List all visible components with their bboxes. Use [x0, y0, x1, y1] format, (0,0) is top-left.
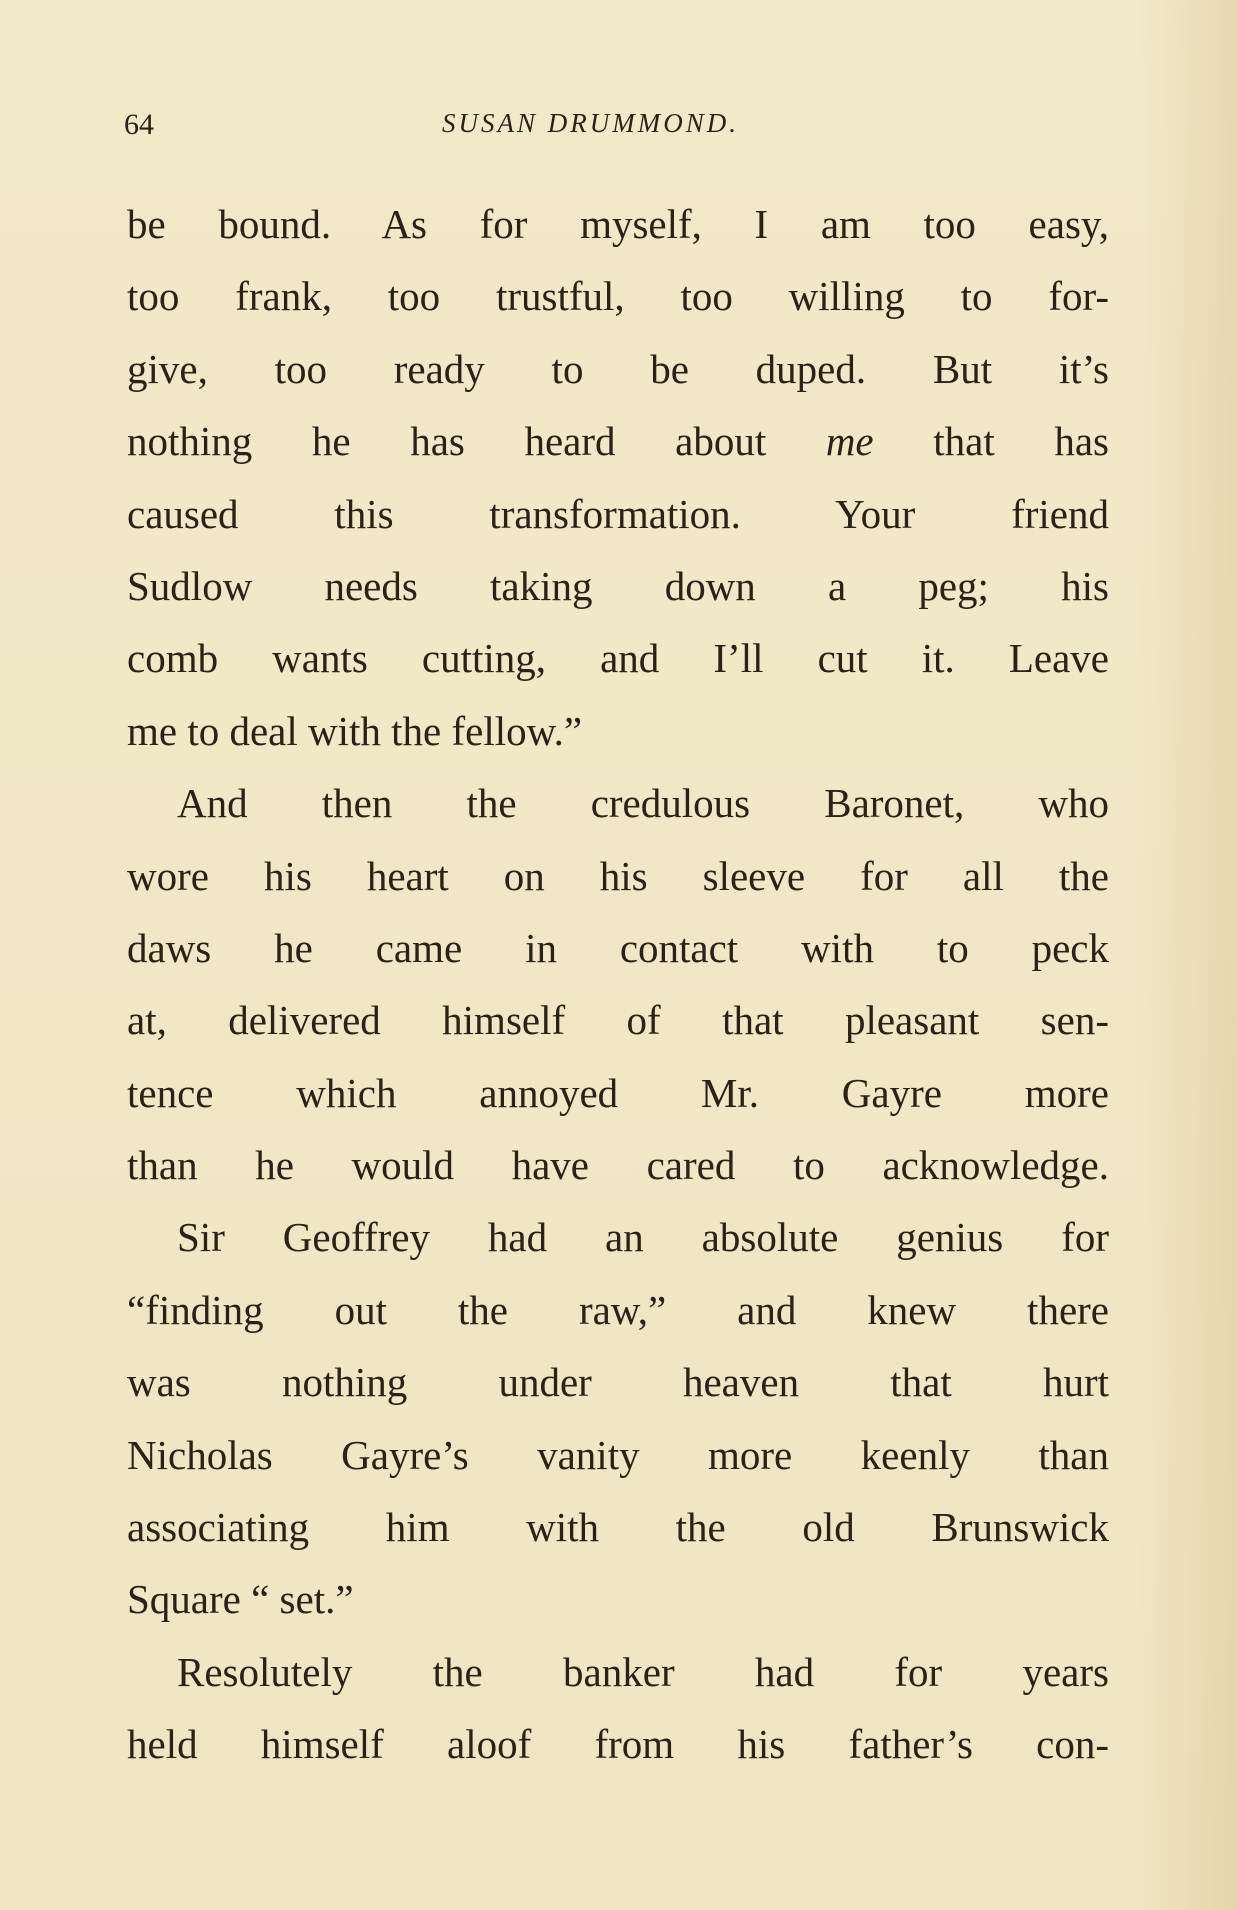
text-line: held himself aloof from his father’s con-	[127, 1721, 1109, 1768]
text-line: Sudlow needs taking down a peg; his	[127, 562, 1109, 609]
text-line: comb wants cutting, and I’ll cut it. Leave	[127, 635, 1109, 682]
text-line: give, too ready to be duped. But it’s	[127, 345, 1109, 392]
emphasis: me	[825, 418, 874, 465]
text-line: tence which annoyed Mr. Gayre more	[127, 1069, 1109, 1116]
text-line: be bound. As for myself, I am too easy,	[127, 201, 1109, 247]
body-text	[127, 188, 1109, 1781]
text-line: too frank, too trustful, too willing to for-	[127, 273, 1109, 320]
text-line: wore his heart on his sleeve for all the	[127, 852, 1109, 899]
text-line: “finding out the raw,” and knew there	[127, 1286, 1109, 1333]
text-line: was nothing under heaven that hurt	[127, 1359, 1109, 1406]
text-line: Sir Geoffrey had an absolute genius for	[177, 1214, 1109, 1261]
text-line: And then the credulous Baronet, who	[177, 780, 1109, 827]
text-line: me to deal with the fellow.”	[127, 707, 583, 754]
text-line: associating him with the old Brunswick	[127, 1504, 1109, 1551]
text-line: caused this transformation. Your friend	[127, 490, 1109, 537]
text-line: daws he came in contact with to peck	[127, 924, 1109, 971]
running-title: SUSAN DRUMMOND.	[442, 108, 739, 138]
text-line: nothing he has heard about me that has	[127, 418, 1109, 465]
text-line: than he would have cared to acknowledge.	[127, 1142, 1109, 1189]
page-number: 64	[124, 108, 154, 141]
text-line: Resolutely the banker had for years	[177, 1648, 1109, 1695]
text-line: Nicholas Gayre’s vanity more keenly than	[127, 1431, 1109, 1478]
text-line: Square “ set.”	[127, 1576, 354, 1623]
text-line: at, delivered himself of that pleasant sen-	[127, 997, 1109, 1044]
page-header	[124, 108, 1104, 148]
